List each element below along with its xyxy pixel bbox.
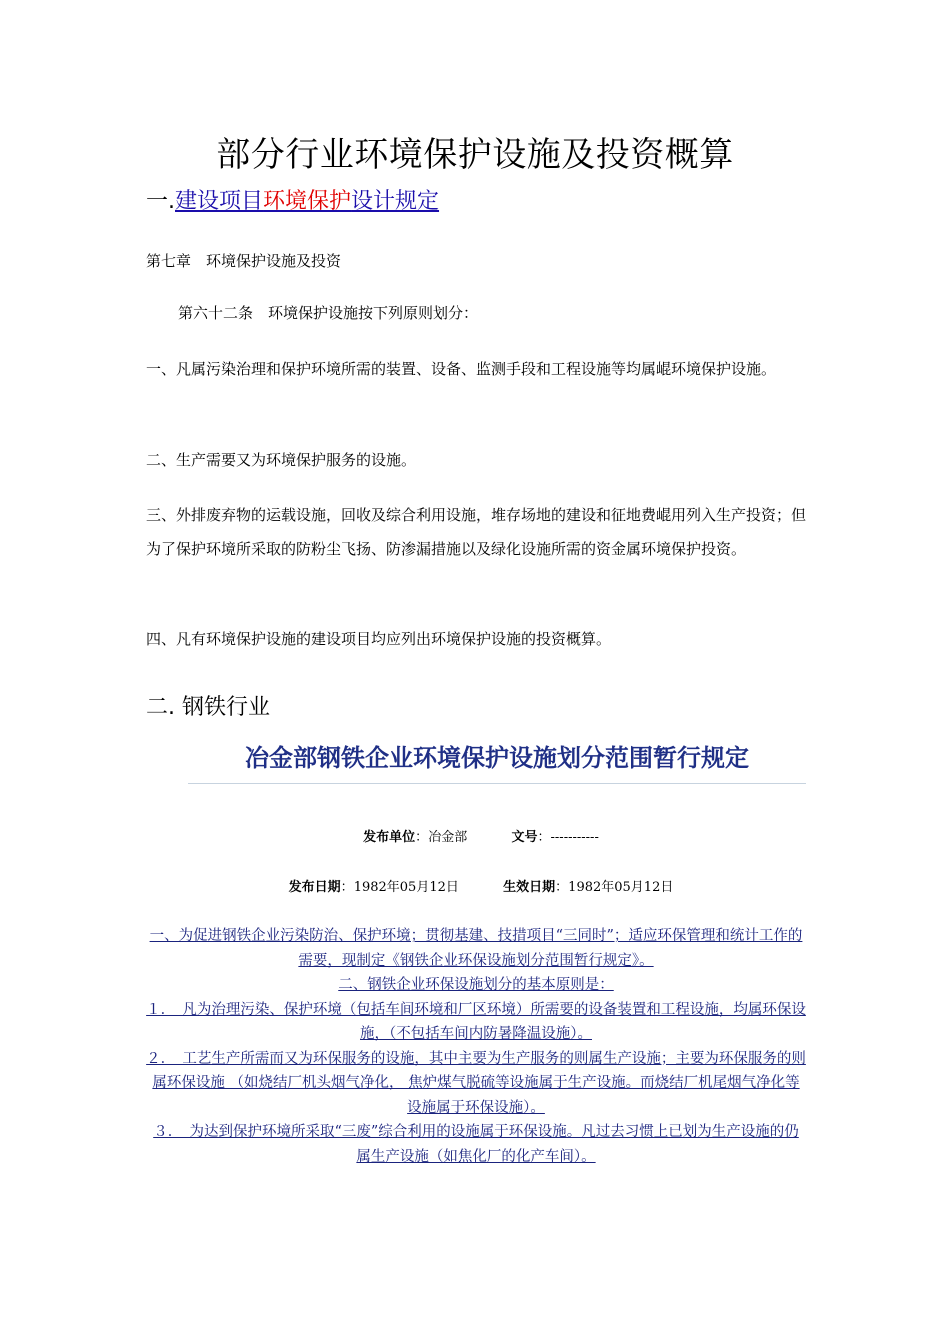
docno-label: 文号 bbox=[511, 830, 538, 845]
regulation-clauses bbox=[146, 924, 806, 1169]
principle-item-3: 三、外排废弃物的运载设施，回收及综合利用设施，堆存场地的建设和征地费崐用列入生产投资；但为了保护环境所采取的防粉尘飞扬、防渗漏措施以及绿化设施所需的资金属环境保护投资。 bbox=[146, 506, 807, 558]
publisher-value: 冶金部 bbox=[428, 830, 468, 845]
date-row: 发布日期：1982年05月12日 生效日期：1982年05月12日 bbox=[288, 880, 674, 895]
issue-date-value: 1982年05月12日 bbox=[353, 880, 459, 895]
effective-date-label: 生效日期 bbox=[503, 880, 556, 895]
issue-date-label: 发布日期 bbox=[288, 880, 341, 895]
section-heading-1 bbox=[146, 184, 439, 215]
article-heading: 第六十二条 环境保护设施按下列原则划分： bbox=[178, 304, 479, 322]
link-text-part1: 建设项目 bbox=[175, 189, 264, 214]
clause-1[interactable]: 一、为促进钢铁企业污染防治、保护环境；贯彻基建、技措项目“三同时”；适应环保管理和统计工作的需要，现制定《钢铁企业环保设施划分范围暂行规定》。 bbox=[149, 928, 803, 969]
chapter-heading: 第七章 环境保护设施及投资 bbox=[146, 252, 342, 270]
principle-item-4: 四、凡有环境保护设施的建设项目均应列出环境保护设施的投资概算。 bbox=[146, 630, 612, 648]
link-text-part2: 设计规定 bbox=[351, 189, 440, 214]
clause-5[interactable]: ３． 为达到保护环境所采取“三废”综合利用的设施属于环保设施。凡过去习惯上已划为生产设施的仍属生产设施（如焦化厂的化产车间）。 bbox=[153, 1124, 799, 1165]
design-regulation-link[interactable] bbox=[175, 189, 439, 214]
effective-date-value: 1982年05月12日 bbox=[568, 880, 674, 895]
section-number: 一. bbox=[146, 189, 175, 214]
clause-4[interactable]: ２． 工艺生产所需而又为环保服务的设施，其中主要为生产服务的则属生产设施；主要为环保服务的则属环保设施 （如烧结厂机头烟气净化， 焦炉煤气脱硫等设施属于生产设施。而烧结厂机尾烟气净化等设施属于环保设施）。 bbox=[146, 1050, 806, 1116]
page-title: 部分行业环境保护设施及投资概算 bbox=[216, 135, 734, 175]
publisher-label: 发布单位 bbox=[363, 830, 416, 845]
link-text-highlight: 环境保护 bbox=[263, 189, 352, 214]
clause-2[interactable]: 二、钢铁企业环保设施划分的基本原则是： bbox=[338, 977, 614, 993]
clause-3[interactable]: １． 凡为治理污染、保护环境（包括车间环境和厂区环境）所需要的设备装置和工程设施，均属环保设施，（不包括车间内防暑降温设施）。 bbox=[146, 1001, 806, 1042]
publisher-row: 发布单位：冶金部 文号：----------- bbox=[363, 830, 599, 845]
regulation-title: 冶金部钢铁企业环境保护设施划分范围暂行规定 bbox=[245, 744, 749, 772]
principle-item-1: 一、凡属污染治理和保护环境所需的装置、设备、监测手段和工程设施等均属崐环境保护设施。 bbox=[146, 360, 777, 378]
principle-item-2: 二、生产需要又为环境保护服务的设施。 bbox=[146, 451, 417, 469]
docno-value: ----------- bbox=[550, 830, 599, 845]
section-heading-2: 二. 钢铁行业 bbox=[146, 695, 270, 720]
title-divider bbox=[188, 783, 806, 784]
